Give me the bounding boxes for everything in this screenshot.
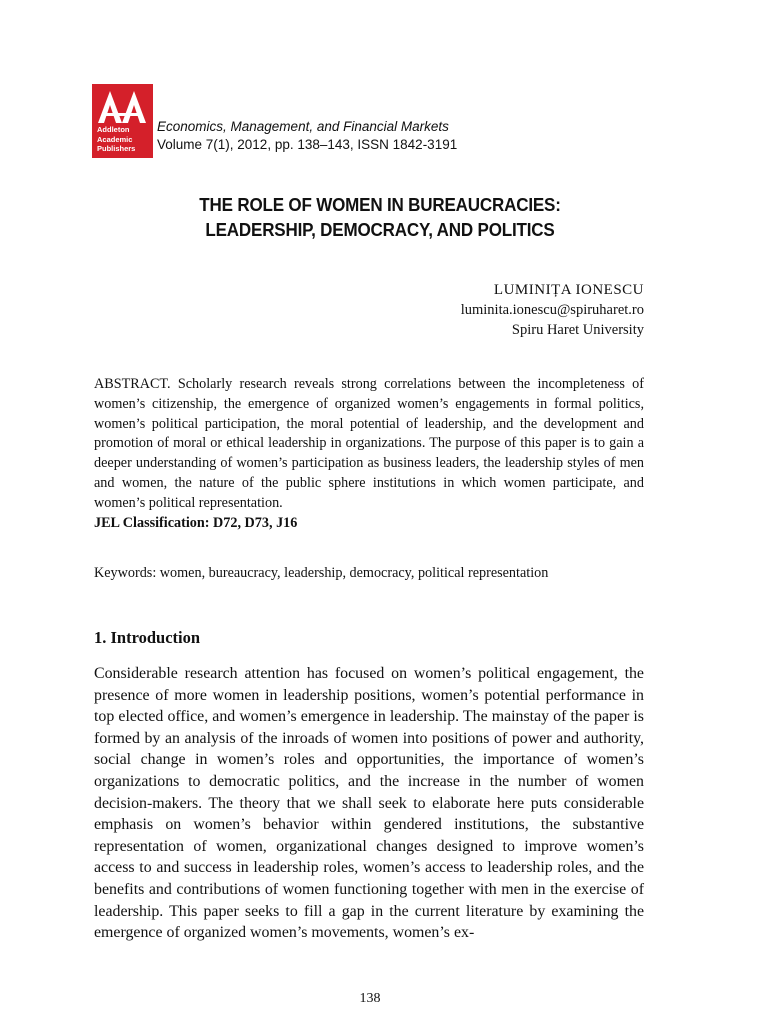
author-name: LUMINIȚA IONESCU (493, 282, 644, 298)
abstract-text: ABSTRACT. Scholarly research reveals strong correlations between the incompleteness of women’s citizenship, the emergence of organized women’s engagements in formal politics, women’s political participation, the moral potential of leadership, and the development and promotion of moral or ethical leadership in organizations. The purpose of this paper is to gain a deeper understanding of women’s participation as business leaders, the leadership styles of men and women, the nature of the public sphere institutions in which women participate, and women’s political representation. (94, 376, 644, 511)
section-heading: 1. Introduction (94, 628, 201, 647)
article-title (113, 192, 647, 242)
intro-paragraph: Considerable research attention has focused on women’s political engagement, the presence of more women in leadership positions, women’s potential performance in top elected office, and women’s emergence in leadership. The mainstay of the paper is formed by an analysis of the inroads of women into positions of power and authority, social change in women’s roles and opportunities, the importance of women’s organizations to democratic politics, and the increase in the number of women decision-makers. The theory that we shall seek to elaborate here puts considerable emphasis on women’s behavior within gendered institutions, the substantive representation of women, organizational changes designed to improve women’s access to and success in leadership roles, women’s access to leadership roles, and the benefits and contributions of women functioning together with men in the exercise of leadership. This paper seeks to fill a gap in the current literature by examining the emergence of organized women’s movements, women’s ex- (94, 665, 644, 942)
author-block (461, 280, 644, 340)
publisher-line: Addleton (97, 125, 130, 134)
author-email: luminita.ionescu@spiruharet.ro (460, 302, 644, 318)
journal-name: Economics, Management, and Financial Markets (157, 119, 449, 134)
publisher-line: Academic (97, 134, 133, 144)
publisher-logo (92, 84, 153, 158)
author-affiliation: Spiru Haret University (511, 322, 644, 338)
publisher-name (97, 125, 135, 154)
title-line: THE ROLE OF WOMEN IN BUREAUCRACIES: (199, 194, 561, 215)
title-line: LEADERSHIP, DEMOCRACY, AND POLITICS (205, 219, 555, 240)
jel-classification: JEL Classification: D72, D73, J16 (94, 514, 298, 531)
journal-info (157, 118, 457, 154)
publisher-line: Publishers (97, 144, 136, 153)
keywords: Keywords: women, bureaucracy, leadership, democracy, political representation (94, 565, 549, 581)
journal-issue: Volume 7(1), 2012, pp. 138–143, ISSN 1842-3191 (157, 137, 458, 152)
page-number: 138 (359, 991, 381, 1006)
publisher-logo-icon (98, 89, 148, 123)
abstract (94, 375, 644, 533)
